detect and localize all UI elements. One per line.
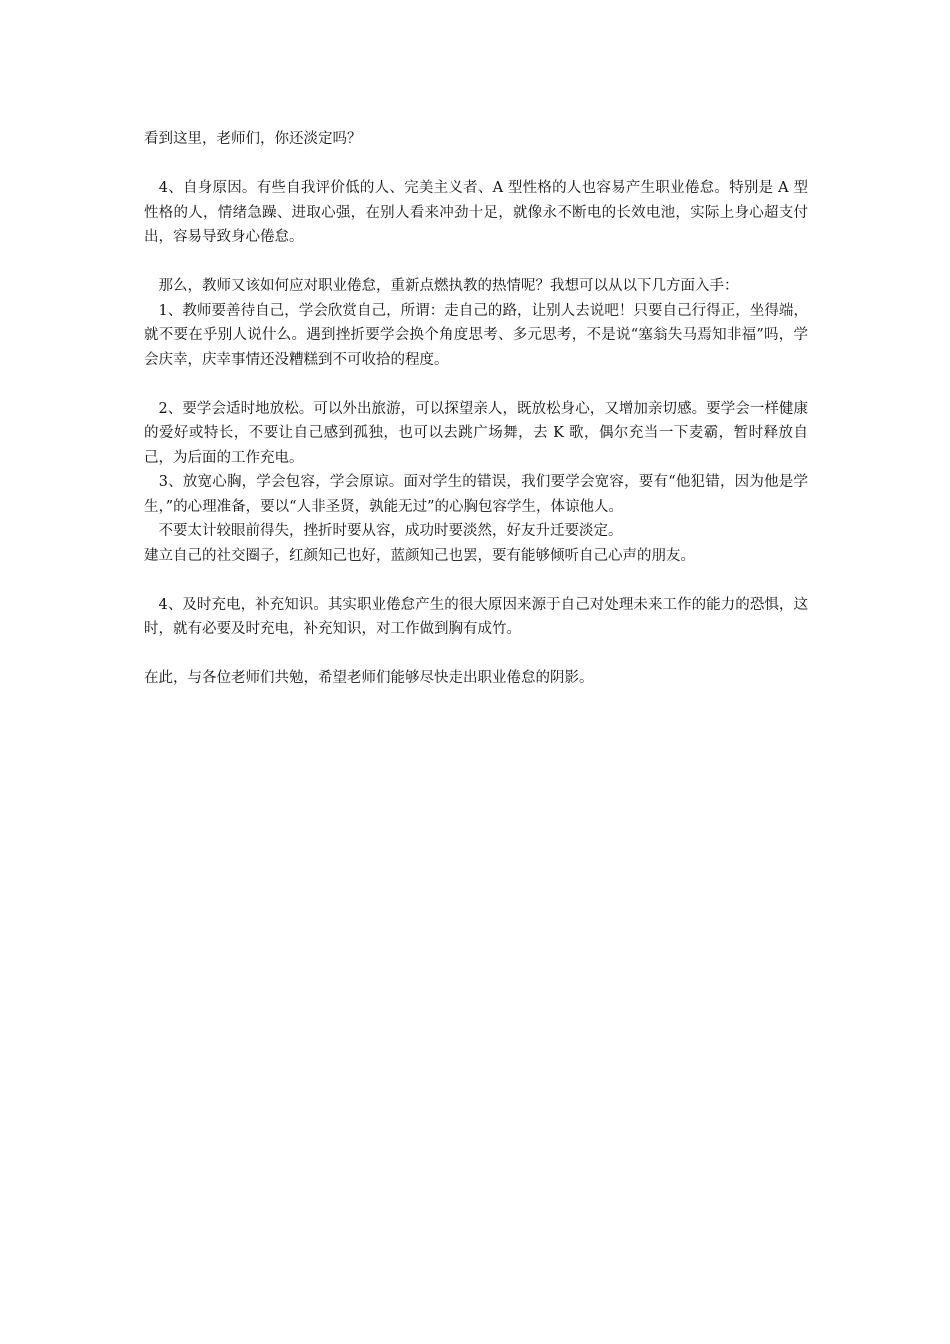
paragraph-how-to-cope: 那么，教师又该如何应对职业倦怠，重新点燃执教的热情呢？我想可以从以下几方面入手： [144,278,739,294]
paragraph-spacer [144,372,808,397]
paragraph-social-circle: 建立自己的社交圈子，红颜知己也好，蓝颜知己也罢，要有能够倾听自己心声的朋友。 [144,547,695,564]
document-body [144,127,808,691]
paragraph-closing: 在此，与各位老师们共勉，希望老师们能够尽快走出职业倦怠的阴影。 [144,670,594,686]
paragraph-spacer [144,642,808,667]
paragraph-intro-question: 看到这里，老师们，你还淡定吗？ [144,131,362,147]
paragraph-spacer [144,152,808,177]
paragraph-personal-causes: 4、自身原因。有些自我评价低的人、完美主义者、A 型性格的人也容易产生职业倦怠。特别是 A 型性格的人，情绪急躁、进取心强，在别人看来冲劲十足，就像永不断电的长效电池，实际上身心超支付出，容易导致身心倦怠。 [144,180,808,245]
paragraph-point-4: 4、及时充电，补充知识。其实职业倦怠产生的很大原因来源于自己对处理未来工作的能力的恐惧，这时，就有必要及时充电，补充知识，对工作做到胸有成竹。 [144,596,808,637]
paragraph-dont-fuss: 不要太计较眼前得失，挫折时要从容，成功时要淡然，好友升迁要淡定。 [144,523,623,539]
paragraph-point-2: 2、要学会适时地放松。可以外出旅游，可以探望亲人，既放松身心，又增加亲切感。要学会一样健康的爱好或特长，不要让自己感到孤独，也可以去跳广场舞，去 K 歌，偶尔充当一下麦霸，暂时释放自己，为后面的工作充电。 [144,400,808,466]
paragraph-spacer [144,250,808,275]
paragraph-point-1: 1、教师要善待自己，学会欣赏自己，所谓：走自己的路，让别人去说吧！只要自己行得正，坐得端，就不要在乎别人说什么。遇到挫折要学会换个角度思考、多元思考，不是说“塞翁失马焉知非福”吗，学会庆幸，庆幸事情还没糟糕到不可收拾的程度。 [144,302,808,368]
paragraph-point-3: 3、放宽心胸，学会包容，学会原谅。面对学生的错误，我们要学会宽容，要有“他犯错，因为他是学生，”的心理准备，要以“人非圣贤，孰能无过”的心胸包容学生，体谅他人。 [144,474,808,515]
paragraph-spacer [144,568,808,593]
